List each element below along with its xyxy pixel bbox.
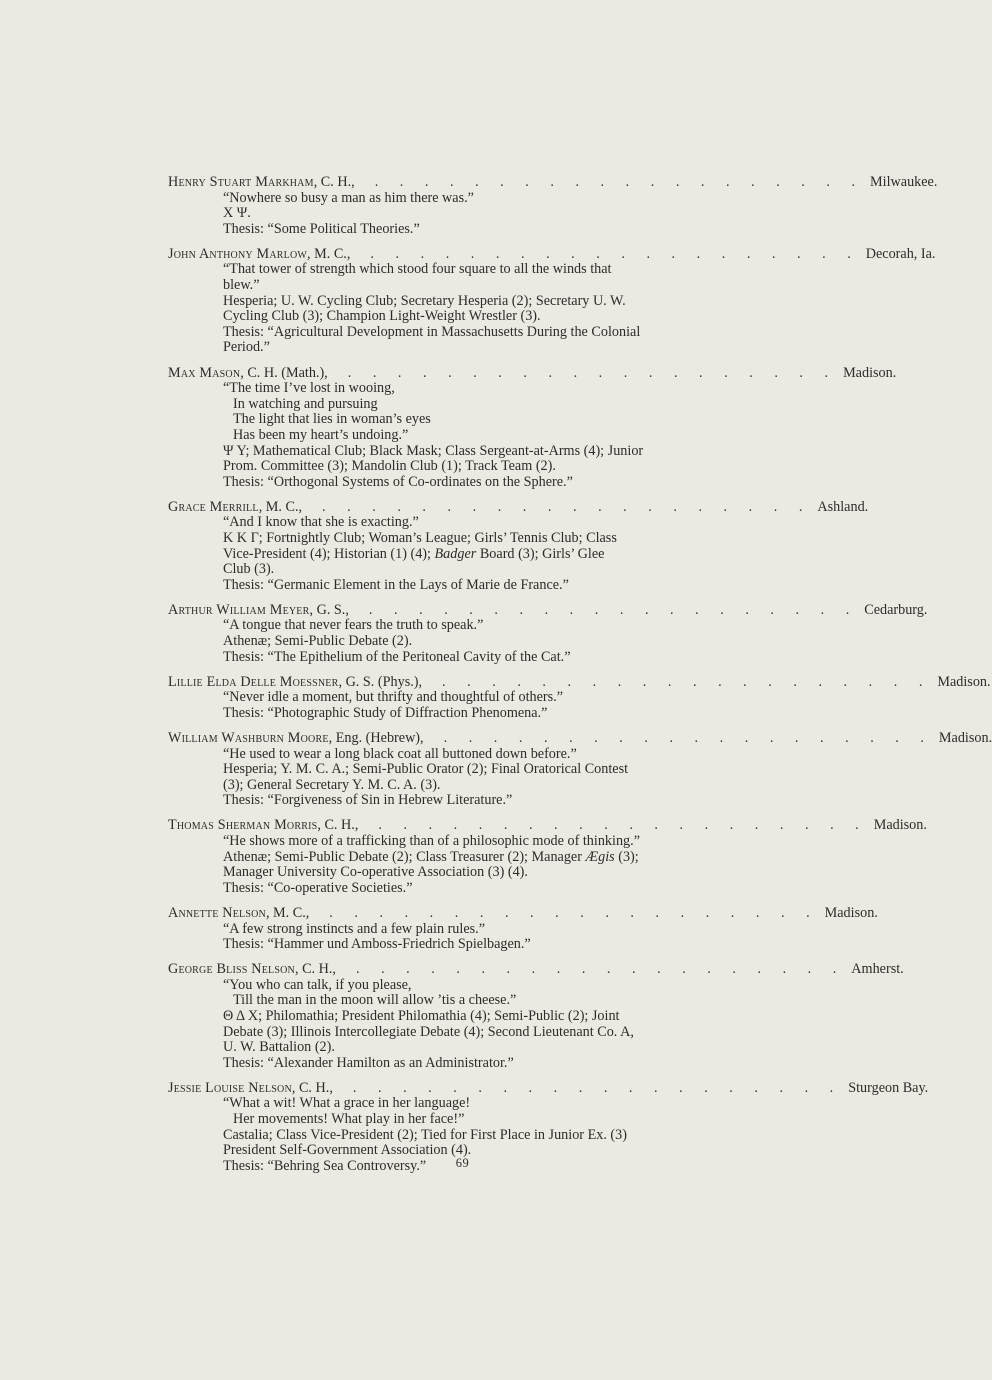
entry-heading — [168, 730, 992, 747]
hometown: Milwaukee. — [870, 174, 938, 190]
thesis: Thesis: “Agricultural Development in Massachusetts During the Colonial — [223, 323, 641, 340]
hometown: Madison. — [824, 904, 878, 921]
senior-entry — [168, 730, 992, 809]
student-name: Grace Merrill — [168, 498, 259, 515]
verse-line: Her movements! What play in her face!” — [233, 1111, 465, 1128]
hometown: Amherst. — [851, 961, 904, 978]
verse-line: Till the man in the moon will allow ’tis a cheese.” — [233, 992, 517, 1009]
entry-heading — [168, 904, 878, 922]
senior-entry — [168, 601, 928, 665]
leader-dots: . . . . . . . . . . . . . . . . . . . . — [378, 817, 868, 834]
degree: , C. H., — [291, 1079, 333, 1096]
activities-continued: Manager University Co-operative Association (3) (4). — [223, 864, 528, 881]
thesis: Thesis: “Alexander Hamilton as an Administrator.” — [223, 1054, 514, 1071]
activities-continued: President Self-Government Association (4). — [223, 1142, 472, 1159]
student-name: William Washburn Moore — [168, 730, 329, 746]
hometown: Decorah, Ia. — [865, 245, 936, 262]
verse-line: “You who can talk, if you please, — [223, 976, 412, 993]
entry-heading — [168, 245, 936, 263]
leader-dots: . . . . . . . . . . . . . . . . . . . . — [352, 1079, 843, 1096]
entry-heading — [168, 498, 869, 516]
activities-continued: Prom. Committee (3); Mandolin Club (1); Track Team (2). — [223, 458, 556, 475]
student-name: Annette Nelson — [168, 904, 266, 921]
thesis-continued: Period.” — [223, 339, 270, 356]
verse-line: In watching and pursuing — [233, 395, 378, 412]
activities: Θ Δ Χ; Philomathia; President Philomathia (4); Semi-Public (2); Joint — [223, 1008, 620, 1024]
activities — [168, 850, 734, 866]
entry-heading — [168, 174, 938, 191]
senior-entry — [168, 673, 991, 722]
publication-title: Ægis — [585, 848, 615, 865]
thesis: Thesis: “The Epithelium of the Peritoneal Cavity of the Cat.” — [223, 648, 571, 665]
thesis: Thesis: “Photographic Study of Diffraction Phenomena.” — [223, 704, 548, 721]
activities: Hesperia; U. W. Cycling Club; Secretary Hesperia (2); Secretary U. W. — [223, 292, 626, 309]
leader-dots: . . . . . . . . . . . . . . . . . . . . — [355, 961, 846, 978]
hometown: Sturgeon Bay. — [848, 1079, 929, 1096]
senior-entries — [168, 174, 992, 1184]
verse-line: “What a wit! What a grace in her language! — [223, 1095, 471, 1112]
thesis: Thesis: “Co-operative Societies.” — [223, 879, 413, 896]
degree: , M. C., — [258, 498, 303, 515]
student-name: Lillie Elda Delle Moessner — [168, 673, 339, 690]
student-name: Max Mason — [168, 364, 241, 381]
activities-text: (3); — [614, 848, 639, 865]
activities: Χ Ψ. — [223, 205, 251, 222]
thesis: Thesis: “Germanic Element in the Lays of Marie de France.” — [223, 576, 569, 593]
hometown: Madison. — [843, 364, 897, 381]
quote: “And I know that she is exacting.” — [223, 514, 419, 531]
verse-line: The light that lies in woman’s eyes — [233, 411, 431, 428]
quote: “Nowhere so busy a man as him there was.” — [223, 189, 474, 206]
quote: “A tongue that never fears the truth to speak.” — [223, 617, 484, 634]
activities-continued: U. W. Battalion (2). — [223, 1039, 335, 1056]
quote: “That tower of strength which stood four square to all the winds that — [223, 261, 612, 278]
senior-entry — [168, 245, 936, 356]
degree: , C. H., — [313, 174, 355, 190]
leader-dots: . . . . . . . . . . . . . . . . . . . . — [347, 364, 838, 381]
student-name: Thomas Sherman Morris — [168, 817, 318, 834]
entry-heading — [168, 364, 897, 382]
degree: , C. H., — [294, 961, 336, 978]
quote: “Never idle a moment, but thrifty and thoughtful of others.” — [223, 689, 564, 706]
page-number: 69 — [455, 1156, 470, 1170]
quote: “A few strong instincts and a few plain rules.” — [223, 920, 486, 937]
quote-continued: blew.” — [223, 277, 260, 294]
thesis: Thesis: “Some Political Theories.” — [223, 220, 420, 237]
activities: Κ Κ Γ; Fortnightly Club; Woman’s League; Girls’ Tennis Club; Class — [223, 529, 617, 546]
thesis: Thesis: “Behring Sea Controversy.” — [223, 1157, 427, 1174]
activities-continued: Club (3). — [223, 561, 275, 578]
verse-line: “The time I’ve lost in wooing, — [223, 380, 395, 397]
leader-dots: . . . . . . . . . . . . . . . . . . . . — [443, 730, 933, 746]
senior-entry — [168, 498, 869, 594]
hometown: Ashland. — [817, 498, 869, 515]
thesis: Thesis: “Forgiveness of Sin in Hebrew Literature.” — [223, 792, 513, 809]
activities: Ψ Υ; Mathematical Club; Black Mask; Class Sergeant-at-Arms (4); Junior — [223, 442, 644, 459]
leader-dots: . . . . . . . . . . . . . . . . . . . . — [368, 601, 859, 618]
activities-text: Vice-President (4); Historian (1) (4); — [223, 545, 435, 562]
leader-dots: . . . . . . . . . . . . . . . . . . . . — [329, 904, 819, 921]
degree: , C. H., — [317, 817, 359, 834]
student-name: Jessie Louise Nelson — [168, 1079, 292, 1096]
degree: , M. C., — [265, 904, 310, 921]
senior-entry — [168, 817, 927, 896]
hometown: Madison. — [873, 817, 927, 834]
student-name: Henry Stuart Markham — [168, 174, 314, 190]
activities: Hesperia; Y. M. C. A.; Semi-Public Orator (2); Final Oratorical Contest — [223, 761, 629, 778]
quote: “He shows more of a trafficking than of a philosophic mode of thinking.” — [223, 833, 640, 850]
quote: “He used to wear a long black coat all buttoned down before.” — [223, 745, 577, 762]
activities-continued: Debate (3); Illinois Intercollegiate Debate (4); Second Lieutenant Co. A, — [223, 1023, 634, 1040]
degree: , Eng. (Hebrew), — [328, 730, 424, 746]
leader-dots: . . . . . . . . . . . . . . . . . . . . — [442, 673, 932, 690]
senior-entry — [168, 364, 897, 491]
activities-text: Athenæ; Semi-Public Debate (2); Class Treasurer (2); Manager — [223, 848, 586, 865]
degree: , G. S., — [309, 601, 349, 618]
entry-heading — [168, 1079, 929, 1097]
student-name: George Bliss Nelson — [168, 961, 295, 978]
leader-dots: . . . . . . . . . . . . . . . . . . . . — [322, 498, 812, 515]
senior-entry — [168, 961, 904, 1071]
degree: , G. S. (Phys.), — [338, 673, 423, 690]
degree: , M. C., — [307, 245, 351, 262]
entry-heading — [168, 601, 928, 619]
activities-continued — [168, 547, 734, 563]
entry-heading — [168, 673, 991, 691]
student-name: Arthur William Meyer — [168, 601, 310, 618]
leader-dots: . . . . . . . . . . . . . . . . . . . . — [370, 245, 860, 262]
leader-dots: . . . . . . . . . . . . . . . . . . . . — [374, 174, 865, 190]
hometown: Madison. — [937, 673, 991, 690]
verse-line: Has been my heart’s undoing.” — [233, 426, 409, 443]
student-name: John Anthony Marlow — [168, 245, 308, 262]
hometown: Cedarburg. — [864, 601, 928, 618]
activities: Athenæ; Semi-Public Debate (2). — [223, 633, 413, 650]
activities-continued: Cycling Club (3); Champion Light-Weight Wrestler (3). — [223, 308, 541, 325]
activities-text: Board (3); Girls’ Glee — [476, 545, 605, 562]
thesis: Thesis: “Hammer und Amboss-Friedrich Spielbagen.” — [223, 936, 531, 953]
entry-heading — [168, 817, 927, 834]
activities-continued: (3); General Secretary Y. M. C. A. (3). — [223, 776, 441, 793]
senior-entry — [168, 174, 938, 237]
activities: Castalia; Class Vice-President (2); Tied for First Place in Junior Ex. (3) — [223, 1126, 627, 1143]
thesis: Thesis: “Orthogonal Systems of Co-ordinates on the Sphere.” — [223, 473, 573, 490]
hometown: Madison. — [938, 730, 992, 746]
degree: , C. H. (Math.), — [240, 364, 328, 381]
senior-entry — [168, 904, 878, 953]
publication-title: Badger — [434, 545, 477, 562]
entry-heading — [168, 961, 904, 978]
